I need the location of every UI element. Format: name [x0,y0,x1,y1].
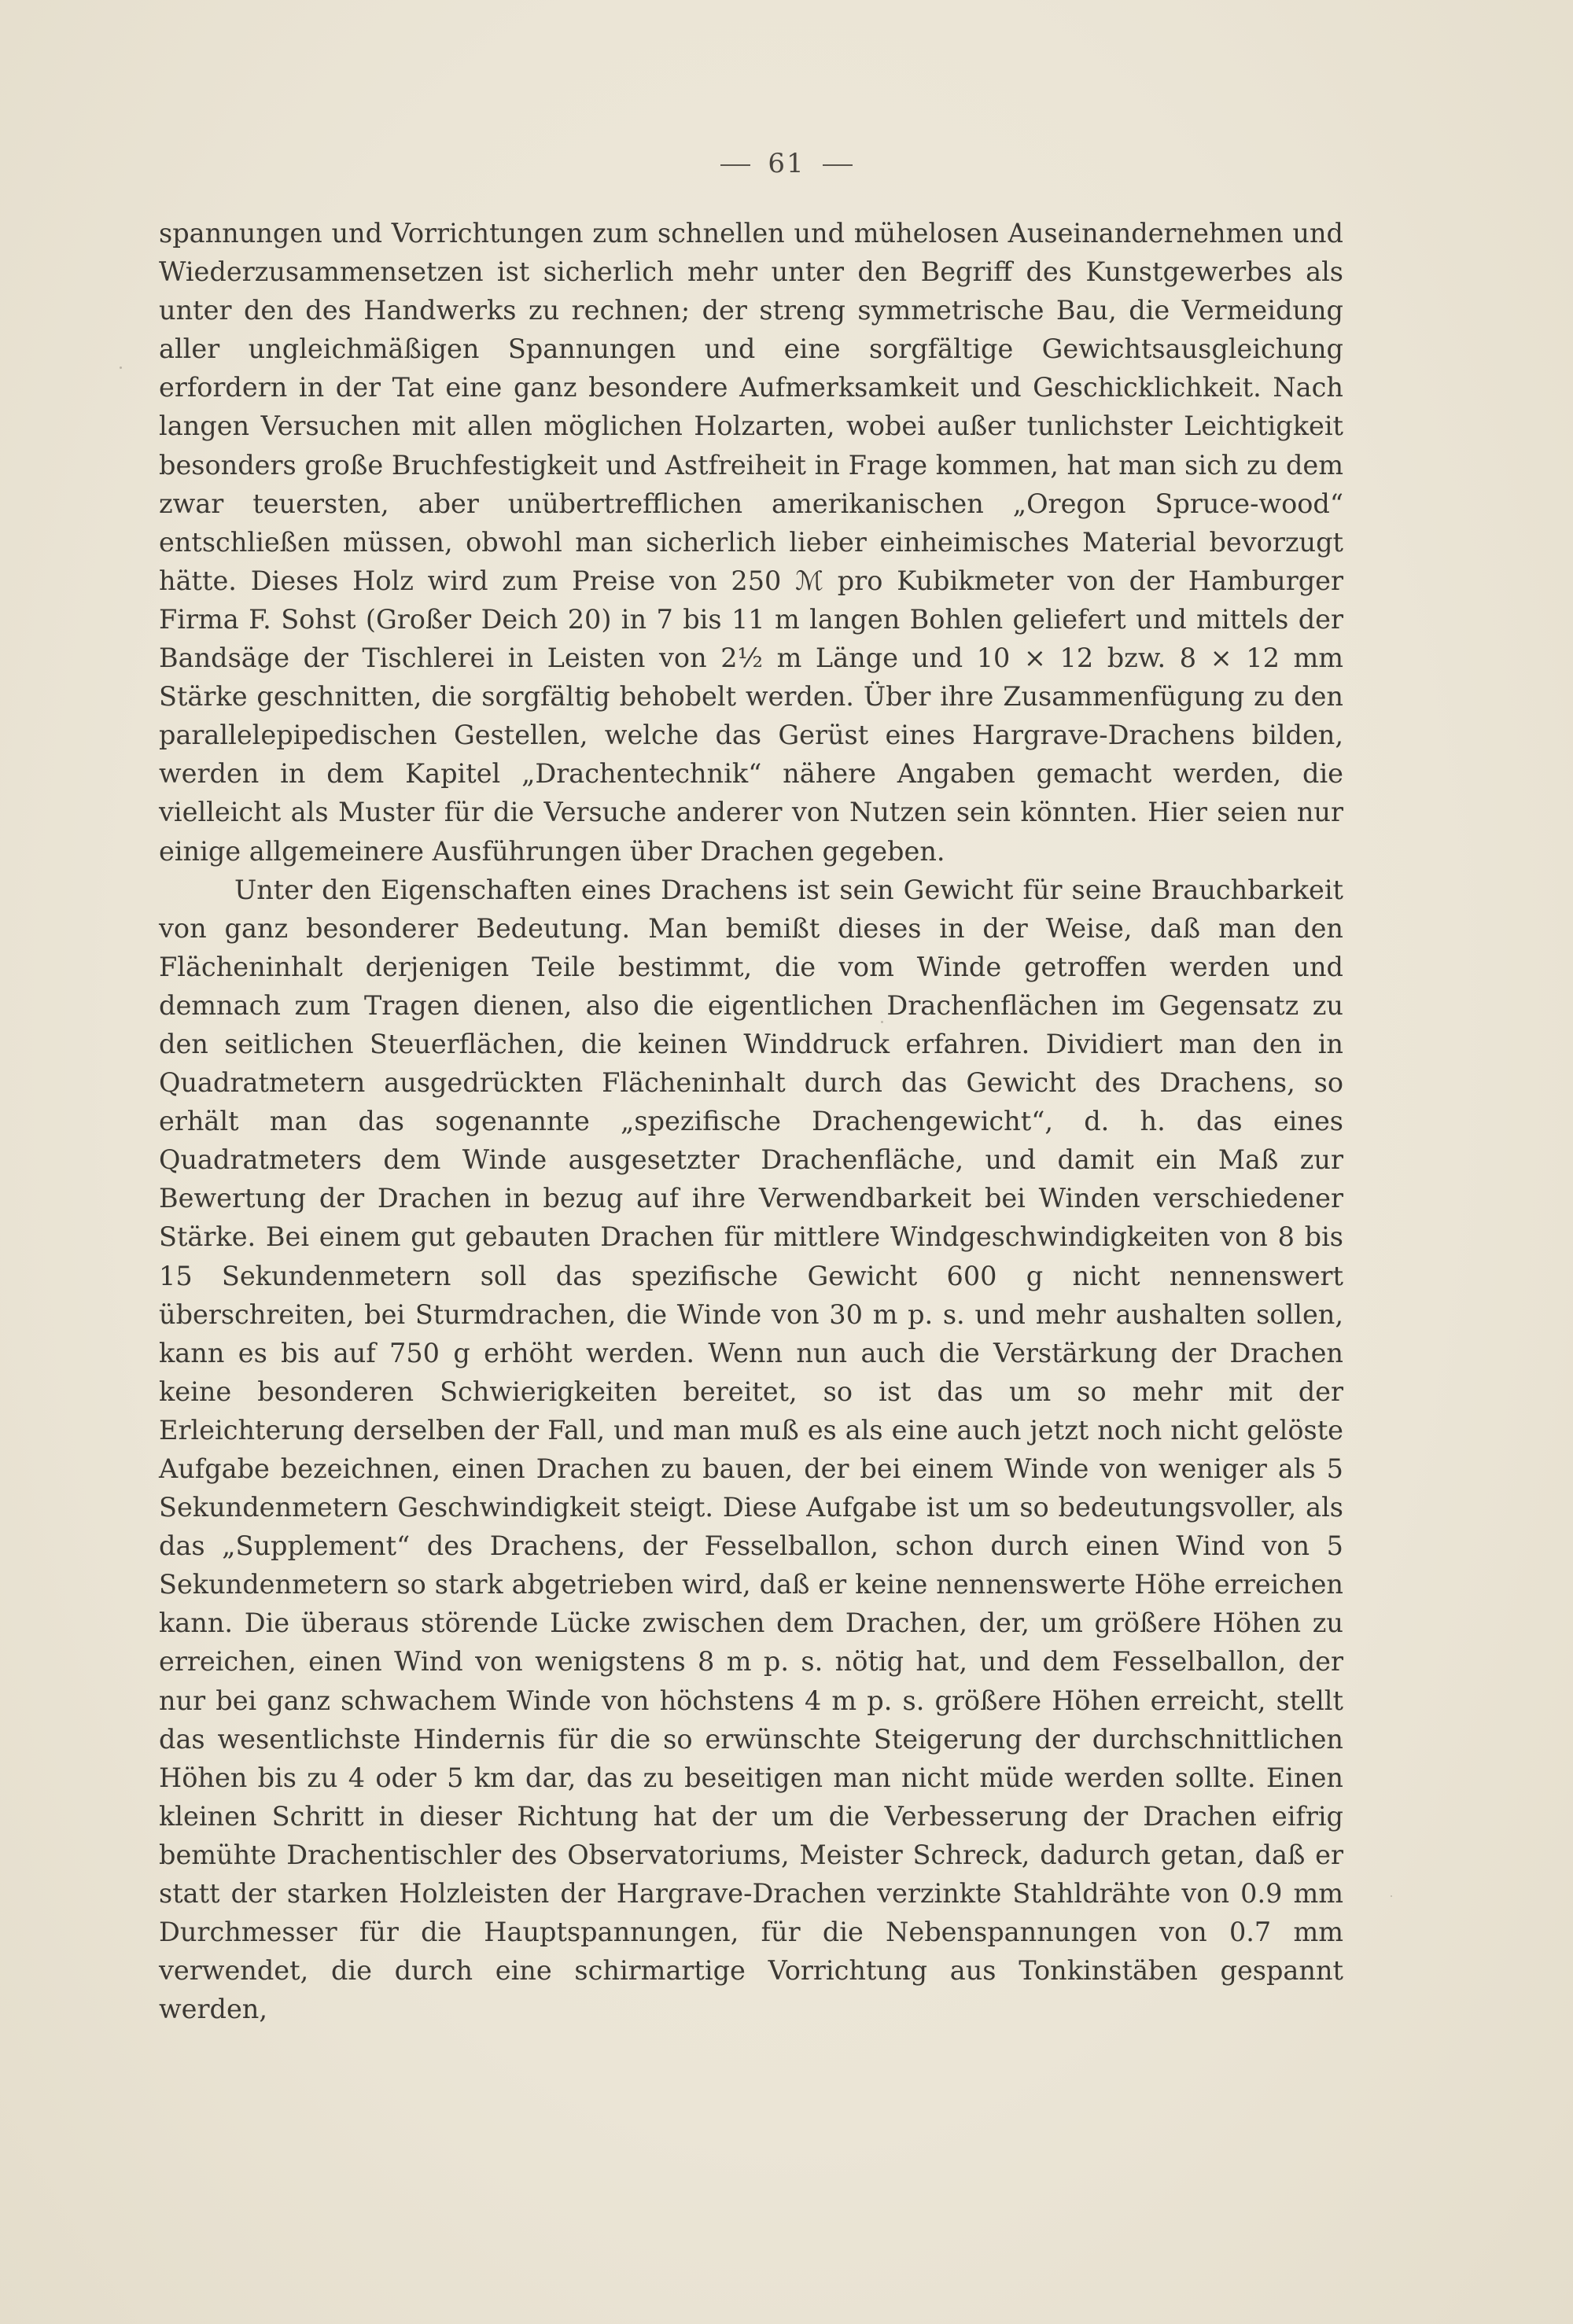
header-dash-left [720,164,750,166]
paper-speck [120,366,122,369]
paper-speck [1391,1895,1392,1897]
page-header [0,148,1573,179]
header-dash-right [823,164,853,166]
page-number: 61 [768,148,805,179]
paragraph-continuation: spannungen und Vorrichtungen zum schnellen und mühelosen Auseinandernehmen und Wiederzusammensetzen ist sicherlich mehr unter den Begriff des Kunstgewerbes als unter den des Handwerks zu rechnen; der streng symmetrische Bau, die Vermeidung aller ungleichmäßigen Spannungen und eine sorgfältige Gewichtsausgleichung erfordern in der Tat eine ganz besondere Aufmerksamkeit und Geschicklichkeit. Nach langen Versuchen mit allen möglichen Holzarten, wobei außer tunlichster Leichtigkeit besonders große Bruchfestigkeit und Astfreiheit in Frage kommen, hat man sich zu dem zwar teuersten, aber unübertrefflichen amerikanischen „Oregon Spruce-wood“ entschließen müssen, obwohl man sicherlich lieber einheimisches Material bevorzugt hätte. Dieses Holz wird zum Preise von 250 ℳ pro Kubikmeter von der Hamburger Firma F. Sohst (Großer Deich 20) in 7 bis 11 m langen Bohlen geliefert und mittels der Bandsäge der Tischlerei in Leisten von 2½ m Länge und 10 × 12 bzw. 8 × 12 mm Stärke geschnitten, die sorgfältig behobelt werden. Über ihre Zusammenfügung zu den parallelepipedischen Gestellen, welche das Gerüst eines Hargrave-Drachens bilden, werden in dem Kapitel „Drachentechnik“ nähere Angaben gemacht werden, die vielleicht als Muster für die Versuche anderer von Nutzen sein könnten. Hier seien nur einige allgemeinere Ausführungen über Drachen gegeben. [159,218,1343,867]
paper-speck [881,1021,883,1023]
paragraph-drachengewicht: Unter den Eigenschaften eines Drachens ist sein Gewicht für seine Brauchbarkeit von ganz besonderer Bedeutung. Man bemißt dieses in der Weise, daß man den Flächeninhalt derjenigen Teile bestimmt, die vom Winde getroffen werden und demnach zum Tragen dienen, also die eigentlichen Drachenflächen im Gegensatz zu den seitlichen Steuerflächen, die keinen Winddruck erfahren. Dividiert man den in Quadratmetern ausgedrückten Flächeninhalt durch das Gewicht des Drachens, so erhält man das sogenannte „spezifische Drachengewicht“, d. h. das eines Quadratmeters dem Winde ausgesetzter Drachenfläche, und damit ein Maß zur Bewertung der Drachen in bezug auf ihre Verwendbarkeit bei Winden verschiedener Stärke. Bei einem gut gebauten Drachen für mittlere Windgeschwindigkeiten von 8 bis 15 Sekundenmetern soll das spezifische Gewicht 600 g nicht nennenswert überschreiten, bei Sturmdrachen, die Winde von 30 m p. s. und mehr aushalten sollen, kann es bis auf 750 g erhöht werden. Wenn nun auch die Verstärkung der Drachen keine besonderen Schwierigkeiten bereitet, so ist das um so mehr mit der Erleichterung derselben der Fall, und man muß es als eine auch jetzt noch nicht gelöste Aufgabe bezeichnen, einen Drachen zu bauen, der bei einem Winde von weniger als 5 Sekundenmetern Geschwindigkeit steigt. Diese Aufgabe ist um so bedeutungsvoller, als das „Supplement“ des Drachens, der Fesselballon, schon durch einen Wind von 5 Sekundenmetern so stark abgetrieben wird, daß er keine nennenswerte Höhe erreichen kann. Die überaus störende Lücke zwischen dem Drachen, der, um größere Höhen zu erreichen, einen Wind von wenigstens 8 m p. s. nötig hat, und dem Fesselballon, der nur bei ganz schwachem Winde von höchstens 4 m p. s. größere Höhen erreicht, stellt das wesentlichste Hindernis für die so erwünschte Steigerung der durchschnittlichen Höhen bis zu 4 oder 5 km dar, das zu beseitigen man nicht müde werden sollte. Einen kleinen Schritt in dieser Richtung hat der um die Verbesserung der Drachen eifrig bemühte Drachentischler des Observatoriums, Meister Schreck, dadurch getan, daß er statt der starken Holzleisten der Hargrave-Drachen verzinkte Stahldrähte von 0.9 mm Durchmesser für die Hauptspannungen, für die Nebenspannungen von 0.7 mm verwendet, die durch eine schirmartige Vorrichtung aus Tonkinstäben gespannt werden, [159,874,1343,2025]
body-text [159,214,1343,2028]
